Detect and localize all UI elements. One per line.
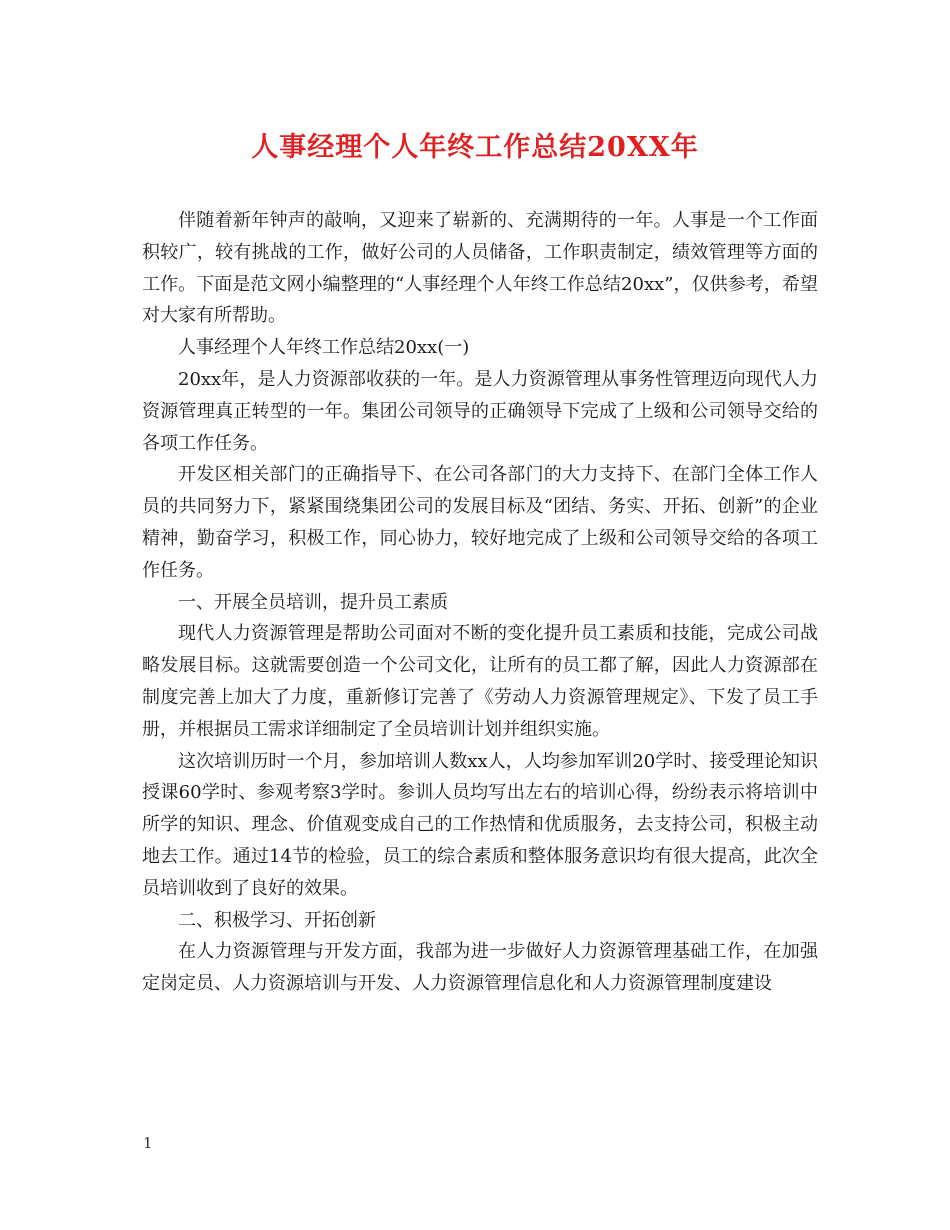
document-body <box>142 205 818 1000</box>
paragraph-innovation: 在人力资源管理与开发方面，我部为进一步做好人力资源管理基础工作，在加强定岗定员、人力资源培训与开发、人力资源管理信息化和人力资源管理制度建设 <box>142 941 818 995</box>
paragraph-training-purpose: 现代人力资源管理是帮助公司面对不断的变化提升员工素质和技能，完成公司战略发展目标。这就需要创造一个公司文化，让所有的员工都了解，因此人力资源部在制度完善上加大了力度，重新修订完善了《劳动人力资源管理规定》、下发了员工手册，并根据员工需求详细制定了全员培训计划并组织实施。 <box>142 623 818 740</box>
paragraph-training-details: 这次培训历时一个月，参加培训人数xx人，人均参加军训20学时、接受理论知识授课60学时、参观考察3学时。参训人员均写出左右的培训心得，纷纷表示将培训中所学的知识、理念、价值观变成自己的工作热情和优质服务，去支持公司，积极主动地去工作。通过14节的检验，员工的综合素质和整体服务意识均有很大提高，此次全员培训收到了良好的效果。 <box>142 750 818 899</box>
paragraph-intro: 伴随着新年钟声的敲响，又迎来了崭新的、充满期待的一年。人事是一个工作面积较广，较有挑战的工作，做好公司的人员储备，工作职责制定，绩效管理等方面的工作。下面是范文网小编整理的“人事经理个人年终工作总结20xx”，仅供参考，希望对大家有所帮助。 <box>142 210 818 327</box>
document-title: 人事经理个人年终工作总结20XX年 <box>251 132 699 163</box>
section-heading-training: 一、开展全员培训，提升员工素质 <box>178 591 448 613</box>
page-number: 1 <box>143 1134 153 1152</box>
section-heading-innovation: 二、积极学习、开拓创新 <box>178 909 376 931</box>
paragraph-subtitle: 人事经理个人年终工作总结20xx(一) <box>178 337 470 359</box>
paragraph-guidance: 开发区相关部门的正确指导下、在公司各部门的大力支持下、在部门全体工作人员的共同努力下，紧紧围绕集团公司的发展目标及“团结、务实、开拓、创新”的企业精神，勤奋学习，积极工作，同心协力，较好地完成了上级和公司领导交给的各项工作任务。 <box>142 464 818 581</box>
paragraph-summary: 20xx年，是人力资源部收获的一年。是人力资源管理从事务性管理迈向现代人力资源管理真正转型的一年。集团公司领导的正确领导下完成了上级和公司领导交给的各项工作任务。 <box>142 368 818 454</box>
